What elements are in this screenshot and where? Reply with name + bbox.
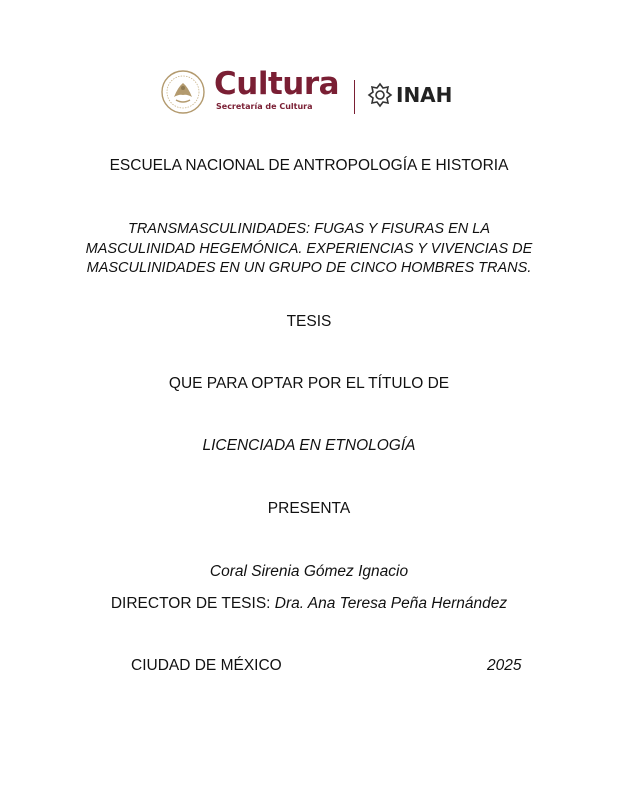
thesis-title — [0, 220, 618, 279]
author-name: Coral Sirenia Gómez Ignacio — [209, 563, 409, 580]
city: CIUDAD DE MÉXICO — [131, 657, 282, 674]
thesis-label: TESIS — [286, 313, 332, 330]
cultura-brand — [214, 64, 339, 111]
thesis-title-line: MASCULINIDADES EN UN GRUPO DE CINCO HOMBRES TRANS. — [86, 260, 532, 276]
director-name: Dra. Ana Teresa Peña Hernández — [274, 595, 508, 612]
degree-name: LICENCIADA EN ETNOLOGÍA — [202, 437, 416, 454]
cultura-subtitle: Secretaría de Cultura — [216, 102, 313, 111]
presents-label: PRESENTA — [267, 500, 351, 517]
header-logos — [160, 64, 460, 126]
director-label: DIRECTOR DE TESIS: — [110, 595, 271, 612]
director-line — [0, 594, 618, 613]
thesis-title-line: MASCULINIDAD HEGEMÓNICA. EXPERIENCIAS Y VIVENCIAS DE — [85, 240, 533, 257]
inah-emblem-icon — [367, 82, 393, 108]
mexico-seal-icon — [160, 69, 206, 115]
cultura-wordmark: Cultura — [214, 66, 340, 102]
thesis-title-line: TRANSMASCULINIDADES: FUGAS Y FISURAS EN LA — [127, 221, 491, 237]
year: 2025 — [487, 657, 522, 674]
degree-intro: QUE PARA OPTAR POR EL TÍTULO DE — [168, 375, 450, 392]
inah-wordmark: INAH — [396, 83, 453, 107]
logo-divider — [354, 80, 355, 114]
institution-name: ESCUELA NACIONAL DE ANTROPOLOGÍA E HISTORIA — [109, 157, 509, 174]
